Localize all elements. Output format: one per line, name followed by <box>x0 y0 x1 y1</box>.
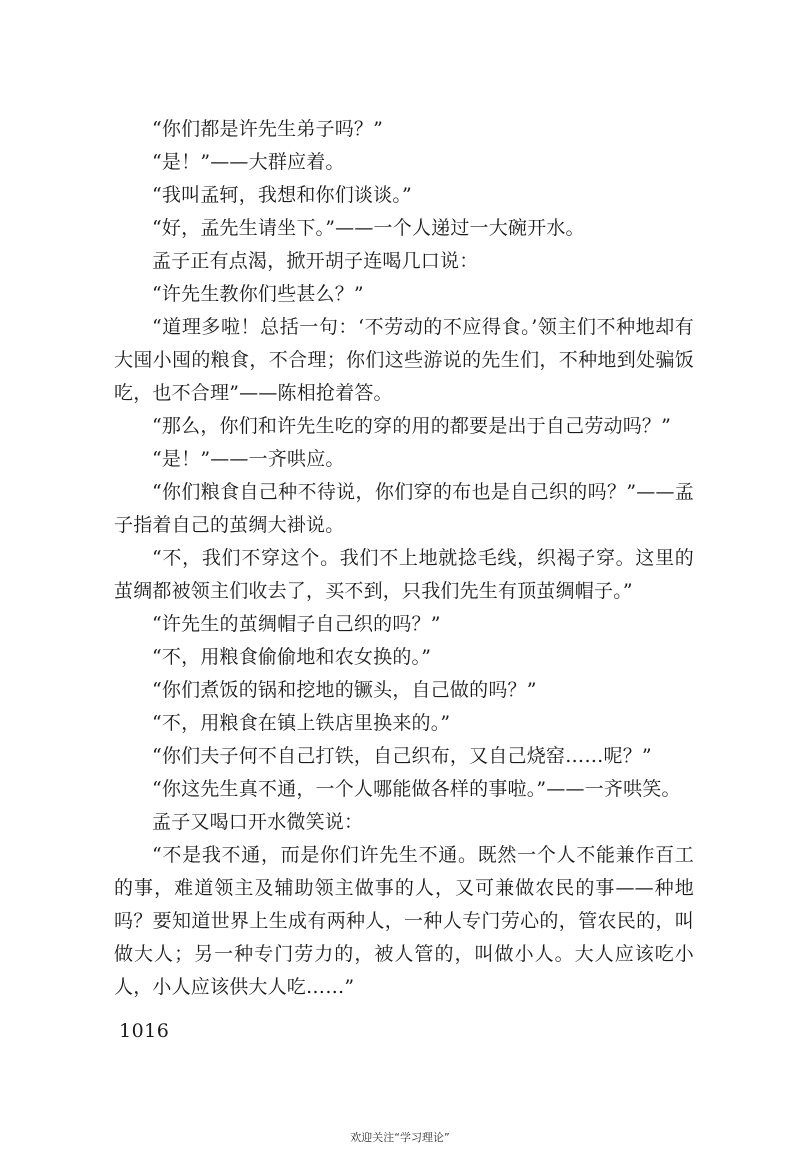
paragraph-8: “那么，你们和许先生吃的穿的用的都要是出于自己劳动吗？” <box>152 415 672 437</box>
paragraph-4: “好，孟先生请坐下。”——一个人递过一大碗开水。 <box>152 217 585 239</box>
paragraph-2: “是！”——大群应着。 <box>152 151 345 173</box>
paragraph-7: “道理多啦！总括一句：‘不劳动的不应得食。’领主们不种地却有大囤小囤的粮食，不合理；你们这些游说的先生们，不种地到处骗饭吃，也不合理”——陈相抢着答。 <box>114 316 694 404</box>
paragraph-10: “你们粮食自己种不待说，你们穿的布也是自己织的吗？”——孟子指着自己的茧绸大褂说。 <box>114 481 694 536</box>
paragraph-11: “不，我们不穿这个。我们不上地就捻毛线，织褐子穿。这里的茧绸都被领主们收去了，买不到，只我们先生有顶茧绸帽子。” <box>114 547 694 602</box>
page-number: 1016 <box>119 1020 170 1042</box>
paragraph-3: “我叫孟轲，我想和你们谈谈。” <box>152 184 412 206</box>
paragraph-15: “不，用粮食在镇上铁店里换来的。” <box>152 712 451 734</box>
paragraph-9: “是！”——一齐哄应。 <box>152 448 345 470</box>
paragraph-17: “你这先生真不通，一个人哪能做各样的事啦。”——一齐哄笑。 <box>152 778 681 800</box>
footer-note: 欢迎关注“学习理论” <box>350 1131 450 1144</box>
paragraph-14: “你们煮饭的锅和挖地的镢头，自己做的吗？” <box>152 679 537 701</box>
paragraph-18: 孟子又喝口开水微笑说： <box>152 811 364 833</box>
paragraph-12: “许先生的茧绸帽子自己织的吗？” <box>152 613 441 635</box>
paragraph-13: “不，用粮食偷偷地和农女换的。” <box>152 646 432 668</box>
paragraph-19: “不是我不通，而是你们许先生不通。既然一个人不能兼作百工的事，难道领主及辅助领主做事的人，又可兼做农民的事——种地吗？要知道世界上生成有两种人，一种人专门劳心的，管农民的，叫做大人；另一种专门劳力的，被人管的，叫做小人。大人应该吃小人，小人应该供大人吃……” <box>114 844 694 998</box>
paragraph-1: “你们都是许先生弟子吗？” <box>152 118 384 140</box>
paragraph-5: 孟子正有点渴，掀开胡子连喝几口说： <box>152 250 479 272</box>
paragraph-16: “你们夫子何不自己打铁，自己织布，又自己烧窑……呢？” <box>152 745 652 767</box>
paragraph-6: “许先生教你们些甚么？” <box>152 283 364 305</box>
body-text <box>114 113 694 1004</box>
